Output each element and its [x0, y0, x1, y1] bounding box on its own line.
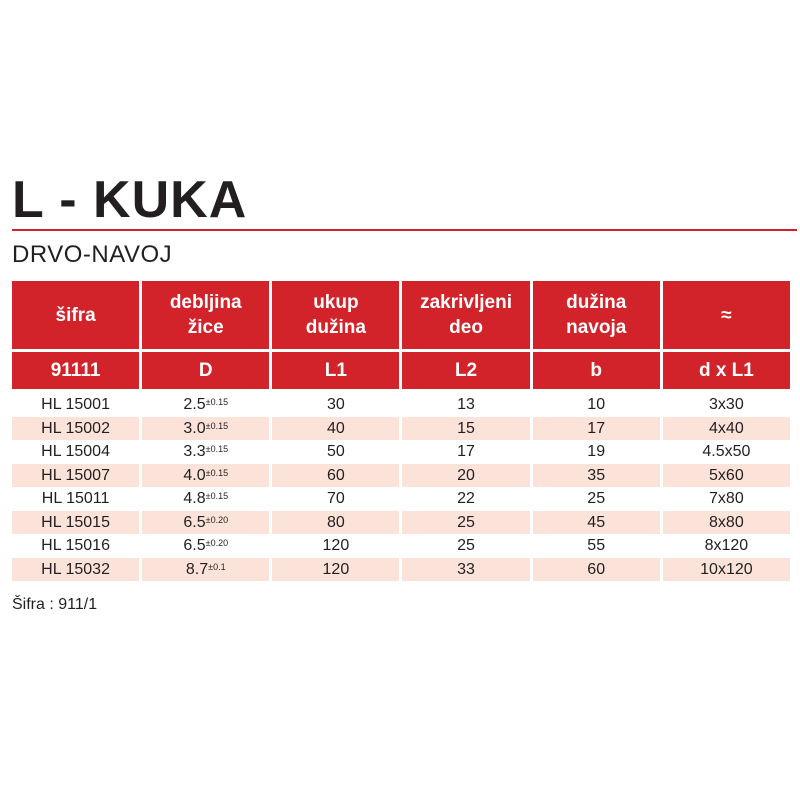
page-title: L - KUKA	[12, 171, 248, 229]
cell-tolerance: ±0.1	[208, 561, 226, 572]
symbol-cell: L2	[402, 352, 529, 389]
table-row	[12, 558, 790, 582]
cell-code: HL 15032	[12, 558, 139, 582]
cell-l1: 80	[272, 511, 399, 535]
cell-code: HL 15016	[41, 537, 110, 555]
header-approx: ≈	[663, 281, 790, 349]
header-ukup-duzina: ukup dužina	[272, 281, 399, 349]
cell-tolerance: ±0.15	[205, 444, 229, 455]
cell-l2: 25	[457, 537, 475, 555]
cell-l1: 60	[272, 464, 399, 488]
cell-code: HL 15002	[12, 417, 139, 441]
cell-b: 60	[533, 558, 660, 582]
cell-diameter: $4.8^{\pm 0.15}$	[183, 490, 229, 508]
cell-dxl1: 8x80	[663, 511, 790, 535]
symbol-cell: D	[142, 352, 269, 389]
cell-diameter: $4.0^{\pm 0.15}$	[142, 464, 269, 488]
cell-dxl1: 3x30	[709, 396, 744, 414]
cell-l2: 20	[402, 464, 529, 488]
cell-code: HL 15004	[41, 443, 110, 461]
cell-dxl1: 8x120	[704, 537, 749, 555]
cell-l1: 120	[322, 537, 350, 555]
cell-l1: 30	[326, 396, 345, 414]
cell-l2: 17	[457, 443, 475, 461]
cell-dxl1: 5x60	[663, 464, 790, 488]
header-sifra: šifra	[12, 281, 139, 349]
cell-tolerance: ±0.15	[205, 397, 229, 408]
cell-tolerance: ±0.20	[205, 514, 229, 525]
cell-b: 55	[587, 537, 606, 555]
spec-table	[9, 281, 793, 581]
table-row	[12, 487, 790, 511]
page-subtitle: DRVO-NAVOJ	[12, 241, 173, 268]
cell-b: 45	[533, 511, 660, 535]
cell-l2: 13	[457, 396, 475, 414]
cell-dxl1: 4.5x50	[702, 443, 751, 461]
cell-dxl1: 7x80	[709, 490, 744, 508]
table-row	[12, 511, 790, 535]
cell-b: 35	[533, 464, 660, 488]
cell-b: 25	[587, 490, 606, 508]
cell-l1: 40	[272, 417, 399, 441]
cell-diameter: $6.5^{\pm 0.20}$	[142, 511, 269, 535]
cell-l2: 15	[402, 417, 529, 441]
cell-b: 17	[533, 417, 660, 441]
cell-code: HL 15015	[12, 511, 139, 535]
table-symbol-row	[12, 352, 790, 389]
cell-diameter: $3.3^{\pm 0.15}$	[183, 443, 229, 461]
cell-l1: 120	[272, 558, 399, 582]
cell-b: 10	[587, 396, 606, 414]
symbol-cell: d x L1	[663, 352, 790, 389]
cell-dxl1: 10x120	[663, 558, 790, 582]
cell-code: HL 15001	[41, 396, 110, 414]
cell-b: 19	[587, 443, 606, 461]
table-row	[12, 393, 790, 417]
cell-tolerance: ±0.15	[205, 467, 229, 478]
cell-diameter: $8.7^{\pm 0.1}$	[142, 558, 269, 582]
cell-tolerance: ±0.15	[205, 491, 229, 502]
header-zakrivljeni-deo: zakrivljeni deo	[402, 281, 529, 349]
table-header-row	[12, 281, 790, 349]
cell-diameter: $2.5^{\pm 0.15}$	[183, 396, 229, 414]
symbol-cell: b	[533, 352, 660, 389]
cell-diameter: $6.5^{\pm 0.20}$	[183, 537, 229, 555]
table-row	[12, 440, 790, 464]
cell-l1: 70	[326, 490, 345, 508]
cell-code: HL 15011	[41, 490, 110, 508]
footnote: Šifra : 911/1	[12, 596, 98, 613]
cell-code: HL 15007	[12, 464, 139, 488]
symbol-cell: 91111	[12, 352, 139, 389]
cell-l2: 25	[402, 511, 529, 535]
header-debljina-zice: debljina žice	[142, 281, 269, 349]
cell-tolerance: ±0.20	[205, 538, 229, 549]
symbol-cell: L1	[272, 352, 399, 389]
table-row	[12, 464, 790, 488]
cell-diameter: $3.0^{\pm 0.15}$	[142, 417, 269, 441]
table-row	[12, 534, 790, 558]
table-row	[12, 417, 790, 441]
cell-l1: 50	[326, 443, 345, 461]
cell-l2: 22	[457, 490, 475, 508]
cell-dxl1: 4x40	[663, 417, 790, 441]
title-divider	[12, 229, 797, 231]
cell-tolerance: ±0.15	[205, 420, 229, 431]
header-duzina-navoja: dužina navoja	[533, 281, 660, 349]
cell-l2: 33	[402, 558, 529, 582]
